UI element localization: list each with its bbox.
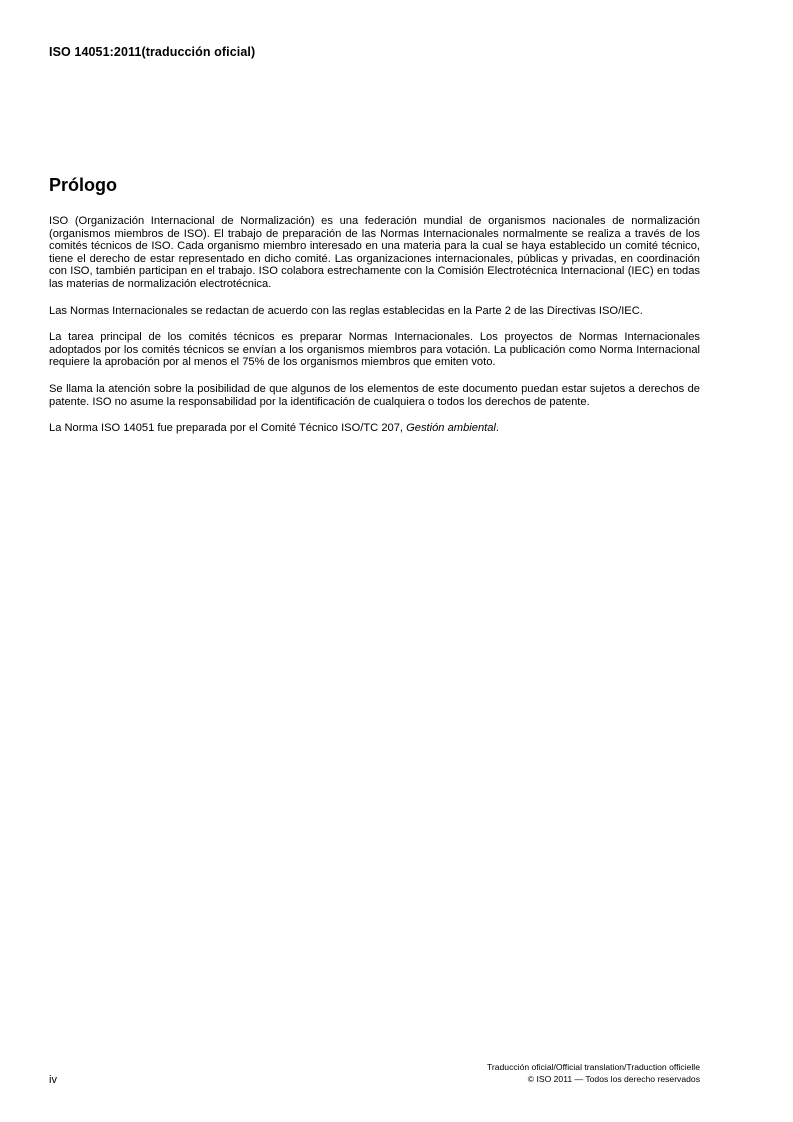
- page-number: iv: [49, 1074, 57, 1086]
- paragraph-1: ISO (Organización Internacional de Normalización) es una federación mundial de organismos nacionales de normalización (organismos miembros de ISO). El trabajo de preparación de las Normas Internacionales normalmente se realiza a través de los comités técnicos de ISO. Cada organismo miembro interesado en una materia para la cual se haya establecido un comité técnico, tiene el derecho de estar representado en dicho comité. Las organizaciones internacionales, públicas y privadas, en coordinación con ISO, también participan en el trabajo. ISO colabora estrechamente con la Comisión Electrotécnica Internacional (IEC) en todas las materias de normalización electrotécnica.: [49, 215, 700, 290]
- section-title: Prólogo: [49, 175, 117, 195]
- footer: [487, 1061, 700, 1085]
- copyright-notice: © ISO 2011 — Todos los derecho reservados: [527, 1074, 700, 1084]
- document-header: ISO 14051:2011(traducción oficial): [49, 45, 256, 59]
- paragraph-5-text: La Norma ISO 14051 fue preparada por el Comité Técnico ISO/TC 207,: [49, 422, 407, 435]
- paragraph-5-end: .: [495, 422, 500, 435]
- committee-name: Gestión ambiental: [406, 422, 496, 435]
- paragraph-2: Las Normas Internacionales se redactan de acuerdo con las reglas establecidas en la Parte 2 de las Directivas ISO/IEC.: [49, 304, 643, 317]
- paragraph-4: Se llama la atención sobre la posibilidad de que algunos de los elementos de este documento puedan estar sujetos a derechos de patente. ISO no asume la responsabilidad por la identificación de cualquiera o todos los derechos de patente.: [49, 382, 700, 408]
- paragraph-3: La tarea principal de los comités técnicos es preparar Normas Internacionales. Los proyectos de Normas Internacionales adoptados por los comités técnicos se envían a los organismos miembros para votación. La publicación como Norma Internacional requiere la aprobación por al menos el 75% de los organismos miembros que emiten voto.: [49, 331, 700, 369]
- translation-note: Traducción oficial/Official translation/Traduction officielle: [486, 1062, 700, 1072]
- document-body: [49, 215, 700, 449]
- paragraph-5: [49, 422, 700, 435]
